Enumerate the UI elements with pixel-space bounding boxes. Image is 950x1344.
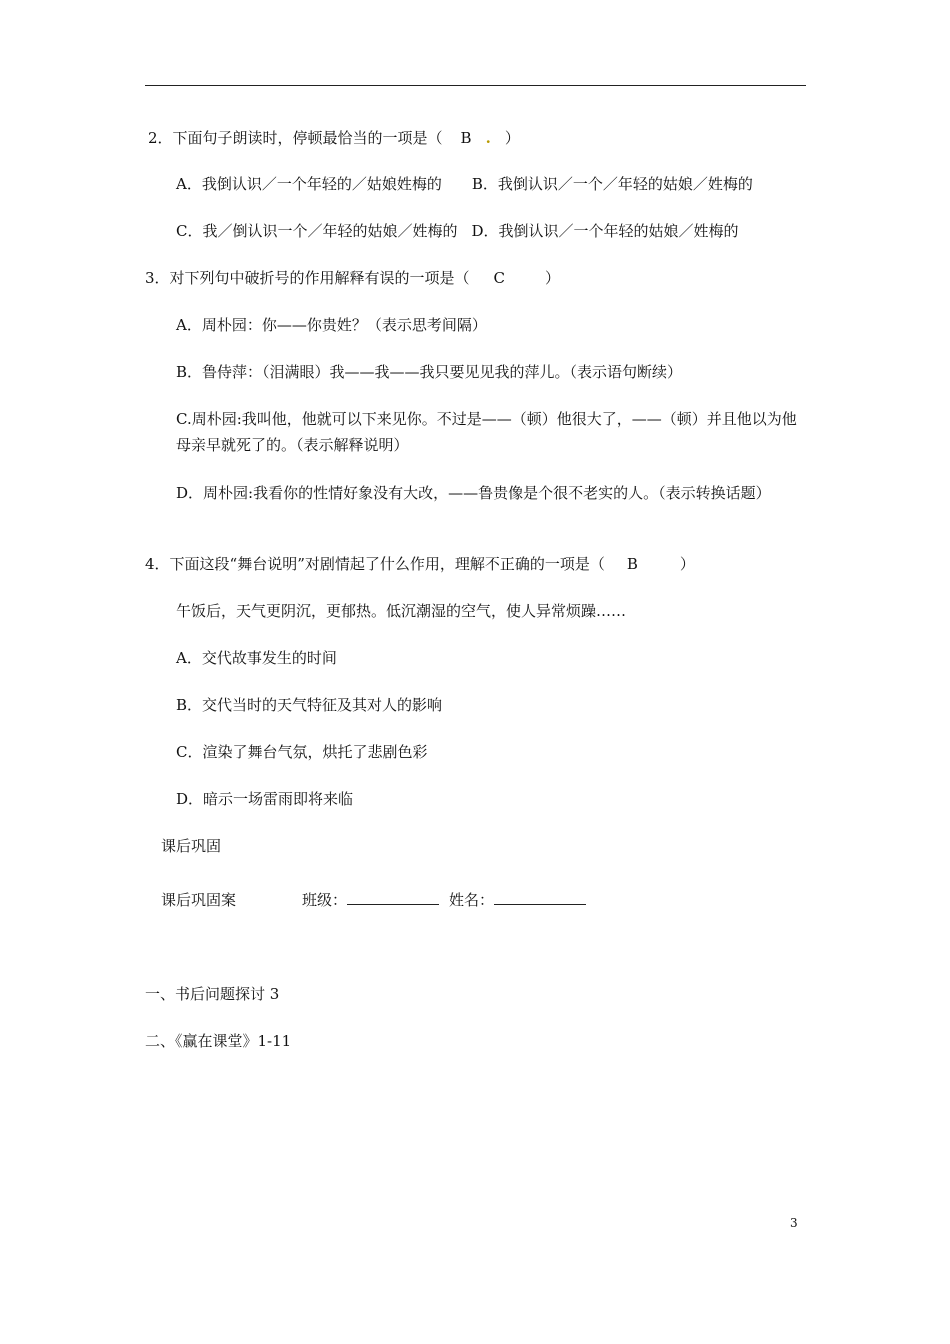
q4-stem-line [145, 554, 695, 574]
q2-stem-line [148, 128, 520, 148]
q2-option-d: D．我倒认识／一个年轻的姑娘／姓梅的 [471, 222, 739, 240]
q2-options-row2 [176, 221, 739, 241]
q4-option-d: D．暗示一场雷雨即将来临 [176, 790, 354, 808]
homework-item-2: 二、《赢在课堂》1-11 [145, 1032, 292, 1050]
homework-title: 课后巩固案 [161, 891, 237, 909]
q3-option-c: C.周朴园:我叫他，他就可以下来见你。不过是——（顿）他很大了，——（顿）并且他以为他母亲早就死了的。（表示解释说明） [176, 410, 797, 454]
q4-option-a: A．交代故事发生的时间 [176, 649, 337, 667]
class-blank [347, 890, 439, 905]
homework-item-1: 一、书后问题探讨 3 [145, 985, 280, 1003]
q4-stem: 4．下面这段“舞台说明”对剧情起了什么作用，理解不正确的一项是（ [145, 555, 605, 573]
q2-option-c: C．我／倒认识一个／年轻的姑娘／姓梅的 [176, 222, 458, 240]
q3-option-d: D．周朴园:我看你的性情好象没有大改，——鲁贵像是个很不老实的人。（表示转换话题） [176, 484, 771, 502]
class-label: 班级： [302, 891, 348, 909]
q3-stem-line [145, 268, 560, 288]
section-heading: 课后巩固 [161, 837, 222, 855]
q4-close-paren: ） [679, 555, 695, 573]
q2-answer-dot: . [485, 129, 491, 147]
q2-close-paren: ） [504, 129, 520, 147]
name-label: 姓名： [449, 891, 495, 909]
q3-option-d-block [145, 480, 806, 506]
q3-stem: 3．对下列句中破折号的作用解释有误的一项是（ [145, 269, 470, 287]
q2-option-b: B．我倒认识／一个／年轻的姑娘／姓梅的 [471, 175, 753, 193]
homework-info-line [161, 890, 586, 910]
q4-passage: 午饭后，天气更阴沉，更郁热。低沉潮湿的空气，使人异常烦躁…… [176, 602, 627, 620]
page-number: 3 [790, 1216, 798, 1230]
q3-answer: C [493, 269, 506, 287]
q2-answer: B [460, 129, 472, 147]
header-rule [145, 85, 806, 86]
q4-option-b: B．交代当时的天气特征及其对人的影响 [176, 696, 443, 714]
name-blank [494, 890, 586, 905]
q3-option-b: B．鲁侍萍：（泪满眼）我——我——我只要见见我的萍儿。（表示语句断续） [176, 363, 683, 381]
q2-option-a: A．我倒认识／一个年轻的／姑娘姓梅的 [176, 175, 442, 193]
q3-option-a: A．周朴园：你——你贵姓？（表示思考间隔） [176, 316, 487, 334]
q4-answer: B [626, 555, 638, 573]
q3-option-c-block [145, 406, 806, 458]
q4-option-c: C．渲染了舞台气氛，烘托了悲剧色彩 [176, 743, 428, 761]
q3-close-paren: ） [545, 269, 561, 287]
q2-stem: 2．下面句子朗读时，停顿最恰当的一项是（ [148, 129, 443, 147]
q2-options-row1 [176, 174, 753, 194]
